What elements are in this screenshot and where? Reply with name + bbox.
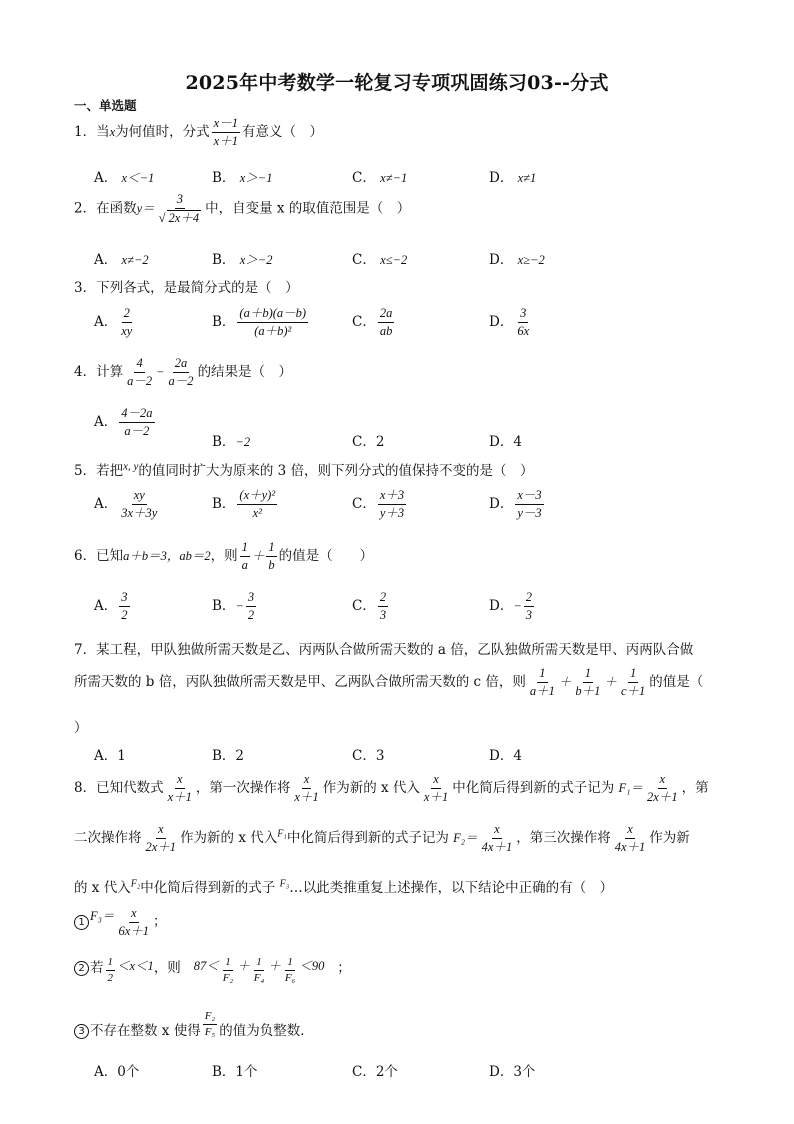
- option-b[interactable]: B．− $\frac{3}{2}$: [212, 590, 255, 622]
- question-8-line-3: 的 x 代入$^{F_2}$中化简后得到新的式子 $^{F_3}$…以此类推重复上述操作，以下结论中正确的有（ ）: [74, 878, 614, 896]
- statement-3: 3 不存在整数 x 使得 $\frac{\text{F₂}}{\text{F₅}}$ 的值为负整数．: [74, 1010, 314, 1039]
- option-c[interactable]: C． $\frac{x+3}{y+3}$: [352, 488, 405, 520]
- square-root: 2x＋4: [168, 211, 200, 225]
- section-heading: 一、单选题: [74, 98, 137, 113]
- option-d[interactable]: D． $\frac{3}{6x}$: [489, 306, 530, 338]
- option-d[interactable]: D．− $\frac{2}{3}$: [489, 590, 533, 622]
- question-8-line-2: 二次操作将 $\frac{x}{2x+1}$ 作为新的 x 代入$^{F_1}$中化简后得到新的式子记为 F₂＝ $\frac{x}{4x+1}$ ，第三次操作将 $\frac{x}{4x+1}$ 作为新: [74, 822, 690, 854]
- option-d[interactable]: D．4: [489, 434, 522, 450]
- question-7-line-1: 7．某工程，甲队独做所需天数是乙、丙两队合做所需天数的 a 倍，乙队独做所需天数是甲、丙两队合做: [74, 642, 694, 658]
- circled-number-3: 3: [74, 1024, 89, 1039]
- option-c[interactable]: C．2: [352, 434, 385, 450]
- option-c[interactable]: C． $\frac{2a}{ab}$: [352, 306, 393, 338]
- option-a[interactable]: A． $\frac{4-2a}{a-2}$: [94, 406, 153, 438]
- option-d[interactable]: D． x≥−2: [489, 252, 545, 268]
- option-a[interactable]: A． $\frac{2}{xy}$: [94, 306, 133, 338]
- fraction: $\frac{x-1}{x+1}$: [213, 116, 238, 148]
- option-d[interactable]: D．3个: [489, 1064, 536, 1080]
- option-b[interactable]: B． x＞−1: [212, 170, 273, 186]
- option-d[interactable]: D． $\frac{x-3}{y-3}$: [489, 488, 542, 520]
- question-5: 5．若把$^{x, y}$的值同时扩大为原来的 3 倍，则下列分式的值保持不变的是（ ）: [74, 460, 534, 479]
- question-7-line-3: ）: [74, 720, 88, 736]
- statement-1: 1 F₃＝ $\frac{x}{6x+1}$ ；: [74, 906, 167, 939]
- question-7-line-2: 所需天数的 b 倍，丙队独做所需天数是甲、乙两队合做所需天数的 c 倍，则 $\frac{1}{a+1}$ ＋ $\frac{1}{b+1}$ ＋ $\frac{1}{c+1}$ 的值是（: [74, 666, 704, 698]
- option-c[interactable]: C． x≤−2: [352, 252, 408, 268]
- option-b[interactable]: B．−2: [212, 434, 251, 450]
- option-b[interactable]: B． $\frac{(a+b)(a-b)}{\text{(a＋b)²}}$: [212, 306, 307, 338]
- option-a[interactable]: A．0个: [94, 1064, 140, 1080]
- circled-number-1: 1: [74, 915, 89, 930]
- question-3: 3．下列各式，是最简分式的是（ ）: [74, 280, 299, 296]
- circled-number-2: 2: [74, 961, 89, 976]
- option-d[interactable]: D． x≠1: [489, 170, 537, 186]
- option-d[interactable]: D．4: [489, 748, 522, 764]
- option-a[interactable]: A． $\frac{3}{2}$: [94, 590, 128, 622]
- question-2: 2．在函数y＝ $\frac{3}{√ 2x+4}$ 中，自变量 x 的取值范围是（ ）: [74, 192, 411, 225]
- option-a[interactable]: A． $\frac{xy}{3x+3y}$: [94, 488, 158, 520]
- option-b[interactable]: B．1个: [212, 1064, 258, 1080]
- option-c[interactable]: C． $\frac{2}{3}$: [352, 590, 387, 622]
- option-a[interactable]: A． x＜−1: [94, 170, 155, 186]
- option-b[interactable]: B． x＞−2: [212, 252, 273, 268]
- statement-2: 2 若 $\frac{1}{2}$ ＜x＜1，则 87＜ $\frac{1}{\text{F₂}}$ ＋ $\frac{1}{\text{F₄}}$ ＋ $\frac{1}{\text{F₆}}$ ＜90 ；: [74, 956, 351, 985]
- option-b[interactable]: B．2: [212, 748, 245, 764]
- option-a[interactable]: A．1: [94, 748, 126, 764]
- option-c[interactable]: C．3: [352, 748, 385, 764]
- fraction: $\frac{3}{√ 2x+4}$: [158, 192, 200, 225]
- option-b[interactable]: B． $\frac{\text{(x＋y)²}}{\text{x²}}$: [212, 488, 276, 520]
- option-c[interactable]: C．2个: [352, 1064, 398, 1080]
- option-c[interactable]: C． x≠−1: [352, 170, 408, 186]
- question-1: 1．当x为何值时，分式 $\frac{x-1}{x+1}$ 有意义（ ）: [74, 116, 323, 148]
- page-title: 2025年中考数学一轮复习专项巩固练习03--分式: [185, 72, 609, 94]
- question-8-line-1: 8．已知代数式 $\frac{x}{x+1}$ ，第一次操作将 $\frac{x}{x+1}$ 作为新的 x 代入 $\frac{x}{x+1}$ 中化简后得到新的式子记为 F₁＝ $\frac{x}{2x+1}$ ，第: [74, 772, 709, 804]
- question-4: 4．计算 $\frac{4}{a-2}$ − $\frac{2a}{a-2}$ 的结果是（ ）: [74, 356, 293, 388]
- question-6: 6．已知a＋b＝3，ab＝2，则 $\frac{1}{a}$ ＋ $\frac{1}{b}$ 的值是（ ）: [74, 540, 374, 572]
- option-a[interactable]: A． x≠−2: [94, 252, 149, 268]
